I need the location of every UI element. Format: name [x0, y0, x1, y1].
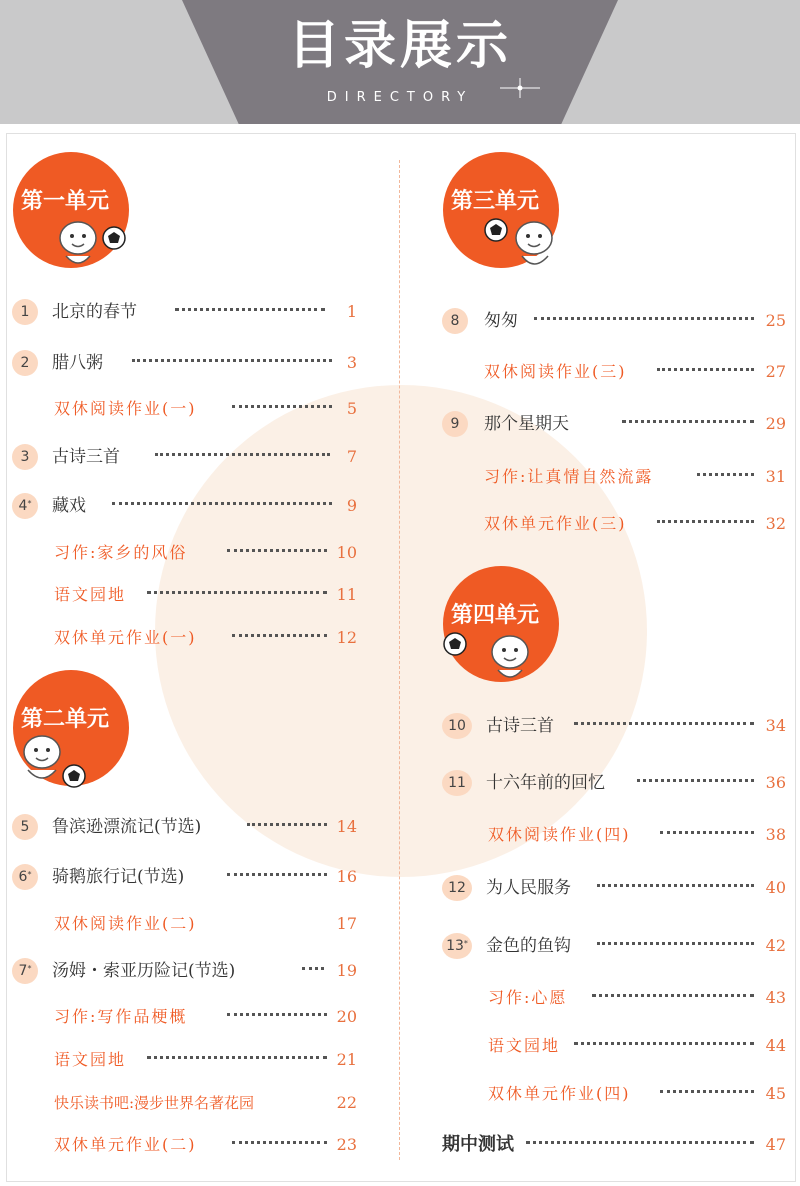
toc-subentry[interactable] [442, 1081, 786, 1111]
lesson-number: 9 [442, 411, 468, 437]
mascot-soccer-icon [482, 212, 566, 278]
entry-title: 双休单元作业(三) [484, 514, 627, 533]
sparkle-icon [500, 76, 540, 100]
leader-dots [227, 549, 327, 552]
page-number: 45 [765, 1084, 786, 1103]
mascot-soccer-icon [442, 626, 538, 686]
page-number: 5 [346, 399, 357, 418]
page-number: 10 [336, 543, 357, 562]
entry-title: 十六年前的回忆 [486, 773, 605, 793]
leader-dots [247, 823, 327, 826]
entry-title: 语文园地 [54, 585, 127, 604]
page-number: 27 [765, 362, 786, 381]
toc-entry[interactable] [12, 350, 357, 380]
toc-entry[interactable] [12, 864, 357, 894]
page-title: 目录展示 [287, 16, 512, 76]
entry-title: 匆匆 [484, 311, 518, 331]
lesson-number: 11 [442, 770, 472, 796]
entry-title: 金色的鱼钩 [486, 936, 571, 956]
entry-title: 双休阅读作业(一) [54, 399, 197, 418]
entry-title: 双休阅读作业(四) [488, 825, 631, 844]
leader-dots [227, 1013, 327, 1016]
toc-subentry[interactable] [442, 1033, 786, 1063]
page-number: 11 [336, 585, 357, 604]
toc-entry-exam[interactable] [442, 1132, 786, 1162]
leader-dots [227, 873, 327, 876]
entry-title: 习作:写作品梗概 [54, 1007, 188, 1026]
entry-title: 习作:家乡的风俗 [54, 543, 188, 562]
toc-subentry[interactable] [12, 396, 357, 426]
toc-subentry[interactable] [12, 625, 357, 655]
toc-entry[interactable] [12, 814, 357, 844]
toc-subentry[interactable] [442, 359, 786, 389]
lesson-number: 2 [12, 350, 38, 376]
leader-dots [597, 884, 754, 887]
leader-dots [697, 473, 754, 476]
lesson-number: 1 [12, 299, 38, 325]
page-number: 32 [765, 514, 786, 533]
lesson-number: 10 [442, 713, 472, 739]
toc-entry[interactable] [12, 444, 357, 474]
entry-title: 北京的春节 [52, 302, 137, 322]
entry-title: 藏戏 [52, 496, 86, 516]
entry-title: 为人民服务 [486, 878, 571, 898]
unit-label: 第四单元 [451, 603, 540, 628]
leader-dots [592, 994, 754, 997]
page-number: 21 [336, 1050, 357, 1069]
page-number: 31 [765, 467, 786, 486]
entry-title: 习作:让真情自然流露 [484, 467, 654, 486]
lesson-number: 5 [12, 814, 38, 840]
entry-title: 那个星期天 [484, 414, 569, 434]
toc-entry[interactable] [12, 299, 357, 329]
page-number: 17 [336, 914, 357, 933]
mascot-soccer-icon [14, 728, 90, 792]
leader-dots [597, 942, 754, 945]
page-number: 29 [765, 414, 786, 433]
entry-title: 双休阅读作业(二) [54, 914, 197, 933]
leader-dots [147, 591, 327, 594]
toc-subentry[interactable] [12, 1090, 357, 1120]
toc-subentry[interactable] [12, 911, 357, 941]
page-number: 25 [765, 311, 786, 330]
leader-dots [232, 634, 327, 637]
page-number: 40 [765, 878, 786, 897]
leader-dots [657, 368, 754, 371]
entry-title: 汤姆・索亚历险记(节选) [52, 961, 236, 981]
page-number: 3 [346, 353, 357, 372]
mascot-soccer-icon [50, 212, 130, 276]
page-number: 43 [765, 988, 786, 1007]
page-number: 47 [765, 1135, 786, 1154]
leader-dots [526, 1141, 754, 1144]
toc-entry[interactable] [442, 713, 786, 743]
unit-label: 第一单元 [21, 189, 110, 214]
leader-dots [574, 722, 754, 725]
leader-dots [534, 317, 754, 320]
toc-subentry[interactable] [442, 822, 786, 852]
leader-dots [660, 1090, 754, 1093]
entry-title: 骑鹅旅行记(节选) [52, 867, 185, 887]
page-number: 34 [765, 716, 786, 735]
lesson-number: 13* [442, 933, 472, 959]
page-number: 42 [765, 936, 786, 955]
toc-subentry[interactable] [12, 1047, 357, 1077]
entry-title: 双休单元作业(一) [54, 628, 197, 647]
toc-entry[interactable] [442, 411, 786, 441]
leader-dots [637, 779, 754, 782]
toc-entry[interactable] [12, 958, 357, 988]
entry-title: 期中测试 [442, 1134, 514, 1155]
entry-title: 快乐读书吧:漫步世界名著花园 [54, 1094, 255, 1112]
entry-title: 双休阅读作业(三) [484, 362, 627, 381]
page-number: 12 [336, 628, 357, 647]
toc-subentry[interactable] [442, 464, 786, 494]
leader-dots [622, 420, 754, 423]
page-number: 9 [346, 496, 357, 515]
toc-entry[interactable] [442, 770, 786, 800]
page-number: 22 [336, 1093, 357, 1112]
page-number: 38 [765, 825, 786, 844]
leader-dots [574, 1042, 754, 1045]
leader-dots [155, 453, 330, 456]
toc-entry[interactable] [12, 493, 357, 523]
lesson-number: 3 [12, 444, 38, 470]
column-divider [399, 160, 400, 1160]
entry-title: 双休单元作业(四) [488, 1084, 631, 1103]
entry-title: 古诗三首 [52, 447, 120, 467]
lesson-number: 12 [442, 875, 472, 901]
leader-dots [112, 502, 332, 505]
toc-subentry[interactable] [442, 511, 786, 541]
toc-subentry[interactable] [442, 985, 786, 1015]
entry-title: 习作:心愿 [488, 988, 568, 1007]
page-number: 36 [765, 773, 786, 792]
toc-entry[interactable] [442, 308, 786, 338]
leader-dots [175, 308, 325, 311]
unit-label: 第二单元 [21, 707, 110, 732]
toc-subentry[interactable] [12, 1132, 357, 1162]
leader-dots [660, 831, 754, 834]
page-number: 1 [346, 302, 357, 321]
toc-entry[interactable] [442, 933, 786, 963]
entry-title: 语文园地 [54, 1050, 127, 1069]
page-number: 44 [765, 1036, 786, 1055]
toc-subentry[interactable] [12, 540, 357, 570]
page-number: 23 [336, 1135, 357, 1154]
entry-title: 腊八粥 [52, 353, 103, 373]
lesson-number: 8 [442, 308, 468, 334]
lesson-number: 7* [12, 958, 38, 984]
leader-dots [232, 405, 332, 408]
entry-title: 古诗三首 [486, 716, 554, 736]
page-subtitle: DIRECTORY [326, 90, 474, 105]
leader-dots [147, 1056, 327, 1059]
lesson-number: 4* [12, 493, 38, 519]
leader-dots [132, 359, 332, 362]
page-number: 20 [336, 1007, 357, 1026]
toc-subentry[interactable] [12, 1004, 357, 1034]
toc-entry[interactable] [442, 875, 786, 905]
page-number: 14 [336, 817, 357, 836]
leader-dots [232, 1141, 327, 1144]
entry-title: 语文园地 [488, 1036, 561, 1055]
unit-label: 第三单元 [451, 189, 540, 214]
lesson-number: 6* [12, 864, 38, 890]
leader-dots [657, 520, 754, 523]
page-number: 16 [336, 867, 357, 886]
entry-title: 双休单元作业(二) [54, 1135, 197, 1154]
page-number: 19 [336, 961, 357, 980]
entry-title: 鲁滨逊漂流记(节选) [52, 817, 202, 837]
toc-subentry[interactable] [12, 582, 357, 612]
page-number: 7 [346, 447, 357, 466]
leader-dots [302, 967, 324, 970]
